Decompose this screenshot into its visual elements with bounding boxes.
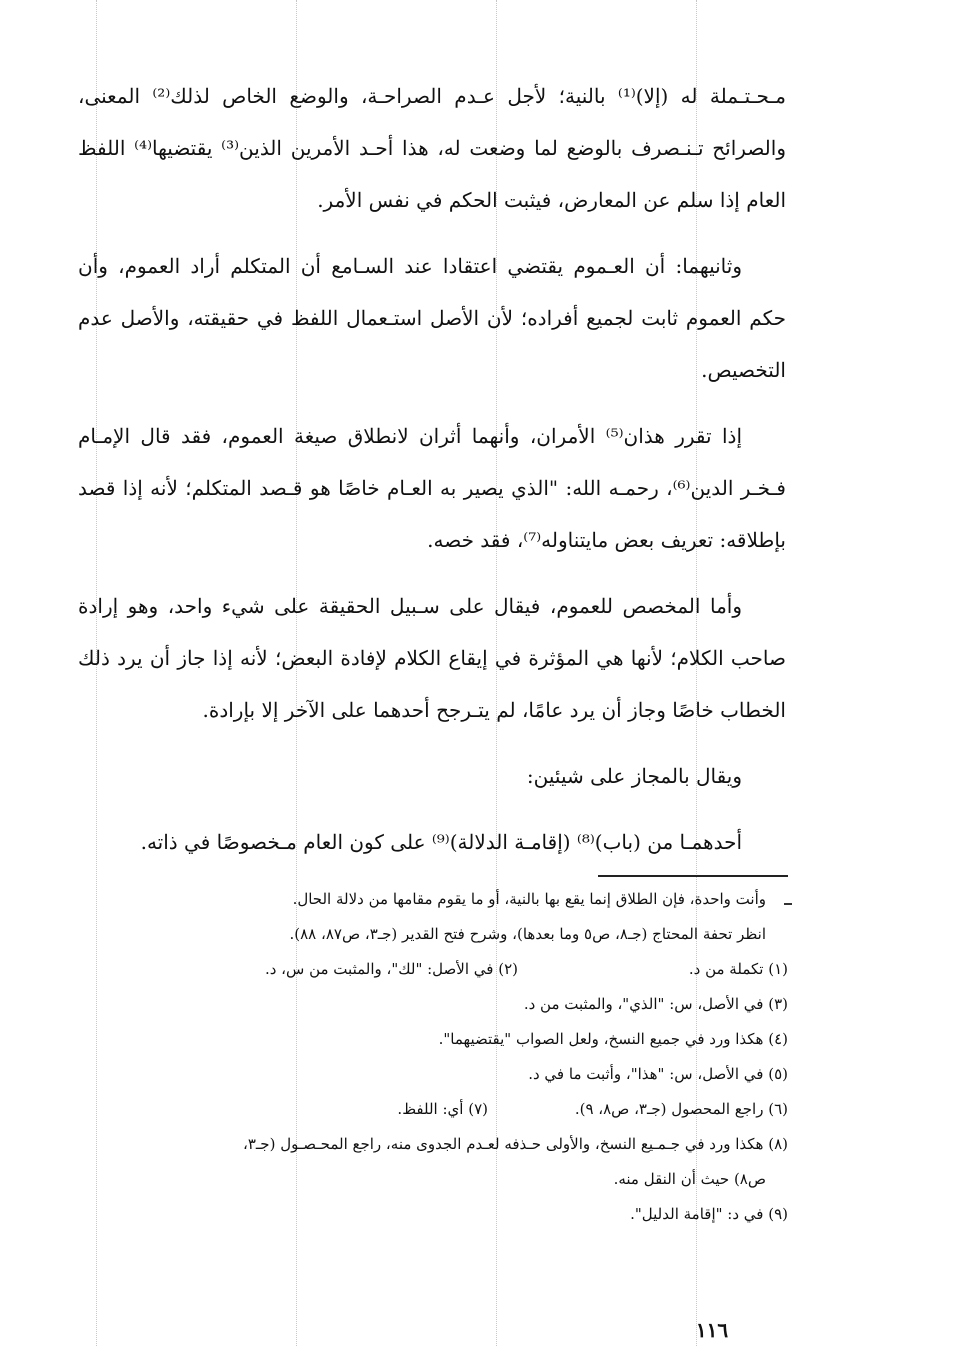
- body-paragraph: ويقال بالمجاز على شيئين:: [526, 764, 742, 788]
- body-paragraph: وأما المخصص للعموم، فيقال على سـبيل الحقيقة على شيء واحد، وهو إرادة صاحب الكلام؛ لأنها هي المؤثرة في إيقاع الكلام لإفادة البعض؛ لأنه إذا جاز أن يرد ذلك الخطاب خاصًا وجاز أن يرد عامًا، لم يتـرجح أحدهما على الآخر إلا بإرادة.: [78, 594, 786, 722]
- page-number: ١١٦: [695, 1318, 729, 1342]
- body-paragraph: أحدهمـا من (باب)⁽⁸⁾ (إقامـة الدلالة)⁽⁹⁾ على كون العام مـخصوصًا في ذاته.: [140, 830, 742, 854]
- footnote-9: (٩) في د: "إقامة الدليل".: [630, 1205, 788, 1223]
- footnote-8: (٨) هكذا ورد في جـمـيع النسخ، والأولى حـذفه لعـدم الجدوى منه، راجع المحـصـول (جـ٣،: [243, 1135, 788, 1153]
- body-paragraph: مـحـتـملة له (إلا)⁽¹⁾ بالنية؛ لأجل عـدم الصراحـة، والوضع الخاص لذلك⁽²⁾ المعنى، والصرائح تـنـصرف بالوضع لما وضعت له، هذا أحـد الأمرين الذين⁽³⁾ يقتضيها⁽⁴⁾ اللفظ العام إذا سلم عن المعارض، فيثبت الحكم في نفس الأمر.: [78, 84, 787, 212]
- body-paragraph: وثانيهما: أن العـموم يقتضي اعتقادا عند السـامع أن المتكلم أراد العموم، وأن حكم العموم ثابت لجميع أفراده؛ لأن الأصل استـعمال اللفظ في حقيقته، والأصل عدم التخصيص.: [78, 254, 786, 382]
- footnote-separator: [598, 875, 788, 877]
- footnote-5: (٥) في الأصل، س: "هذا"، وأثبت ما في د.: [528, 1065, 788, 1083]
- footnote-1: (١) تكملة من د.: [688, 960, 788, 978]
- footnote-2: (٢) في الأصل: "لك"، والمثبت من س، د.: [264, 960, 518, 978]
- footnote-7: (٧) أي: اللفظ.: [397, 1100, 488, 1118]
- footnote-row: [72, 1092, 788, 1127]
- footnote-continued: انظر تحفة المحتاج (جـ٨، ص٥ وما بعدها)، وشرح فتح القدير (جـ٣، ص٨٧، ٨٨).: [289, 925, 766, 943]
- footnote-3: (٣) في الأصل، س: "الذي"، والمثبت من د.: [523, 995, 788, 1013]
- footnote-8-continuation: ص٨) حيث أن النقل منه.: [613, 1170, 766, 1188]
- footnote-4: (٤) هكذا ورد في جميع النسخ، ولعل الصواب "يقتضيهما".: [438, 1030, 788, 1048]
- footnote-6: (٦) راجع المحصول (جـ٣، ص٨، ٩).: [574, 1100, 788, 1118]
- footnote-continued: وأنت واحدة، فإن الطلاق إنما يقع بها بالنية، أو ما يقوم مقامها من دلالة الحال.: [292, 890, 766, 908]
- footnote-row: [72, 952, 788, 987]
- body-paragraph: إذا تقرر هذان⁽⁵⁾ الأمران، وأنهما أثران لانطلاق صيغة العموم، فقد قال الإمـام فـخـر الدين⁽⁶⁾، رحمـه الله: "الذي يصير به العـام خاصًا هو قـصد المتكلم؛ لأنه إذا قصد بإطلاقه: تعريف بعض مايتناوله⁽⁷⁾، فقد خصه.: [78, 424, 786, 552]
- main-text: [78, 70, 786, 882]
- footnotes: [72, 882, 788, 1232]
